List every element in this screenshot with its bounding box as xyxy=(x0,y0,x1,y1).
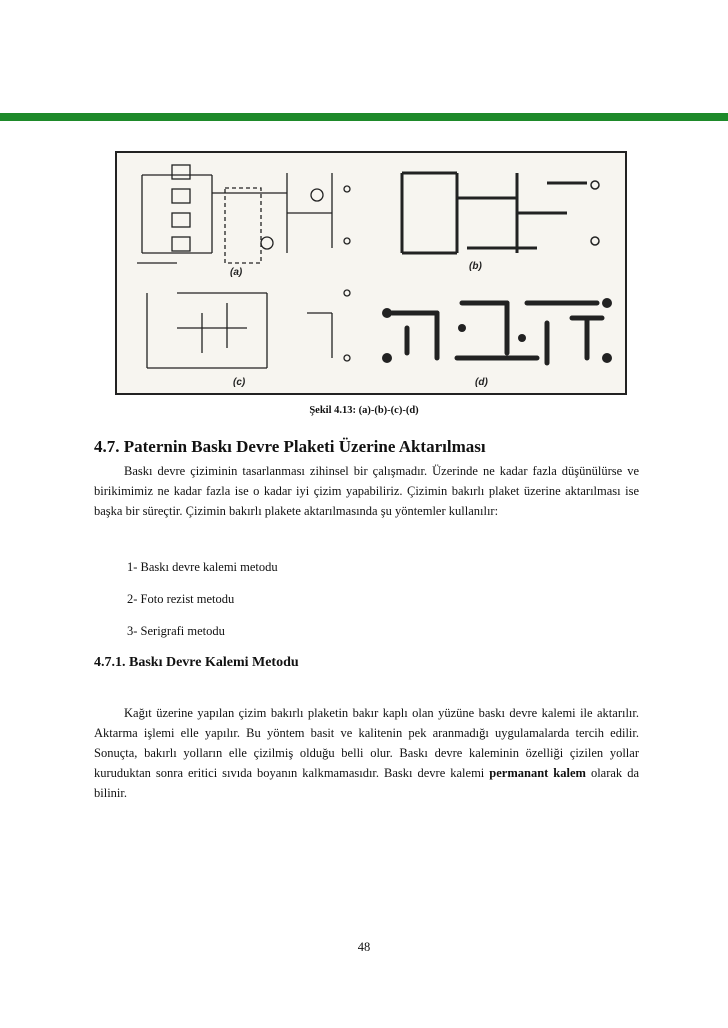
pads-d xyxy=(382,298,612,363)
caption-prefix: Şekil 4.13: xyxy=(309,405,356,416)
method-item-3: 3- Serigrafi metodu xyxy=(127,624,225,638)
subsection-paragraph xyxy=(94,703,639,803)
figure-label-c: (c) xyxy=(233,377,246,388)
layout-b xyxy=(402,173,599,253)
page-number: 48 xyxy=(357,940,371,954)
figure-label-a: (a) xyxy=(230,267,243,278)
subsection-text-before: Kağıt üzerine yapılan çizim bakırlı plaketin bakır kaplı olan yüzüne baskı devre kalemi ile aktarılır. Aktarma işlemi elle yapılır. Bu yöntem basit ve kalitenin pek aranmadığı uygulamalarda tercih edilir. Sonuçta, bakırlı yolların elle çizilmiş olduğu belli olur. Baskı devre kaleminin özelliği çizilen yollar kuruduktan sonra eritici sıvıda boyanın kalkmamasıdır. Baskı devre kalemi xyxy=(94,706,639,780)
circuit-drawings xyxy=(117,153,625,393)
subsection-heading: 4.7.1. Baskı Devre Kalemi Metodu xyxy=(94,655,299,670)
subsection-text-after: olarak da bilinir. xyxy=(94,766,639,800)
caption-text: (a)-(b)-(c)-(d) xyxy=(358,405,419,416)
section-heading: 4.7. Paternin Baskı Devre Plaketi Üzerine Aktarılması xyxy=(94,437,486,456)
method-item-2: 2- Foto rezist metodu xyxy=(127,592,235,606)
layout-d xyxy=(392,303,602,363)
header-green-bar xyxy=(0,113,728,121)
circuit-figure xyxy=(115,151,627,395)
layout-c xyxy=(147,290,350,368)
figure-label-b: (b) xyxy=(469,261,482,272)
section-paragraph: Baskı devre çiziminin tasarlanması zihinsel bir çalışmadır. Üzerinde ne kadar fazla düşünülürse ve birikimimiz ne kadar fazla ise o kadar iyi çizim yapabiliriz. Çizimin bakırlı plaket üzerine aktarılması ise başka bir süreçtir. Çizimin bakırlı plakete aktarılmasında şu yöntemler kullanılır: xyxy=(94,464,639,518)
schematic-a xyxy=(137,165,350,263)
figure-label-d: (d) xyxy=(475,377,488,388)
figure-caption xyxy=(0,405,728,416)
method-item-1: 1- Baskı devre kalemi metodu xyxy=(127,560,278,574)
bold-term: permanant kalem xyxy=(489,766,586,780)
